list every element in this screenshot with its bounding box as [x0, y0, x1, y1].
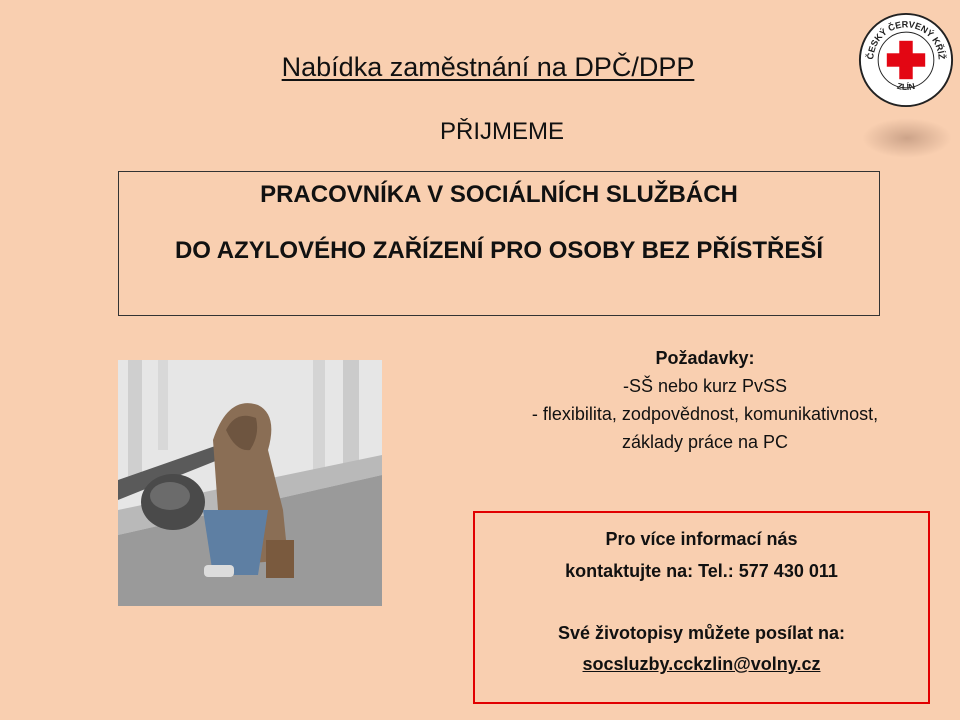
job-position-box — [118, 171, 880, 316]
job-position-line-2: DO AZYLOVÉHO ZAŘÍZENÍ PRO OSOBY BEZ PŘÍSTŘEŠÍ — [174, 237, 824, 264]
contact-email-link[interactable]: socsluzby.cckzlin@volny.cz — [582, 654, 821, 674]
requirement-item: -SŠ nebo kurz PvSS — [622, 376, 788, 396]
svg-text:ZLÍN: ZLÍN — [896, 80, 916, 93]
contact-phone: kontaktujte na: Tel.: 577 430 011 — [565, 561, 838, 581]
svg-text:ČESKÝ ČERVENÝ KŘÍŽ: ČESKÝ ČERVENÝ KŘÍŽ — [865, 19, 947, 60]
page-subtitle: PŘIJMEME — [439, 118, 564, 145]
page-title: Nabídka zaměstnání na DPČ/DPP — [281, 52, 695, 82]
requirement-item: - flexibilita, zodpovědnost, komunikativnost, — [531, 404, 879, 424]
homeless-person-illustration — [118, 360, 382, 606]
contact-box — [473, 511, 930, 704]
logo-shadow — [862, 118, 952, 158]
contact-line-1: Pro více informací nás — [605, 529, 798, 549]
requirements-block — [470, 344, 940, 456]
requirements-heading: Požadavky: — [655, 348, 755, 368]
job-position-line-1: PRACOVNÍKA V SOCIÁLNÍCH SLUŽBÁCH — [260, 181, 738, 208]
contact-line-3: Své životopisy můžete posílat na: — [557, 623, 846, 643]
red-cross-logo — [858, 12, 954, 108]
requirement-item: základy práce na PC — [621, 432, 789, 452]
